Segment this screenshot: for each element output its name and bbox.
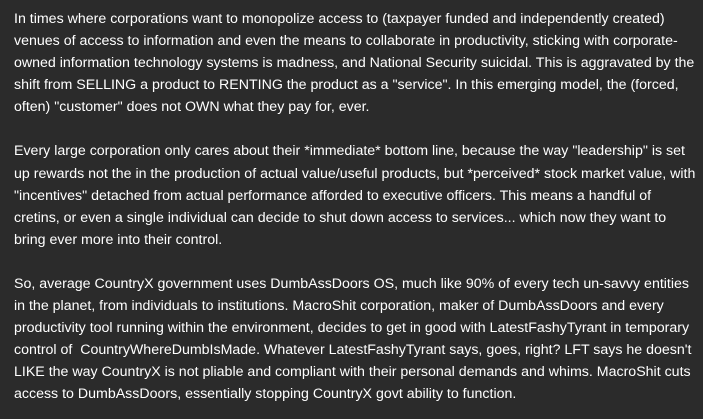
paragraph-3: So, average CountryX government uses DumbAssDoors OS, much like 90% of every tech un-savvy entities in the planet, from individuals to institutions. MacroShit corporation, maker of DumbAssDoors and every productivity tool running within the environment, decides to get in good with LatestFashyTyrant in temporary control of CountryWhereDumbIsMade. Whatever LatestFashyTyrant says, goes, right? LFT says he doesn't LIKE the way CountryX is not pliable and compliant with their personal demands and whims. MacroShit cuts access to DumbAssDoors, essentially stopping CountryX govt ability to function. — [14, 275, 696, 403]
paragraph-2: Every large corporation only cares about their *immediate* bottom line, because the way "leadership" is set up rewards not the in the production of actual value/useful products, but *perceived* stock market value, with "incentives" detached from actual performance afforded to executive officers. This means a handful of cretins, or even a single individual can decide to shut down access to services... which now they want to bring ever more into their control. — [14, 143, 700, 248]
paragraph-1: In times where corporations want to monopolize access to (taxpayer funded and independently created) venues of access to information and even the means to collaborate in productivity, sticking with corporate-owned information technology systems is madness, and National Security suicidal. This is aggravated by the shift from SELLING a product to RENTING the product as a "service". In this emerging model, the (forced, often) "customer" does not OWN what they pay for, ever. — [14, 11, 699, 116]
